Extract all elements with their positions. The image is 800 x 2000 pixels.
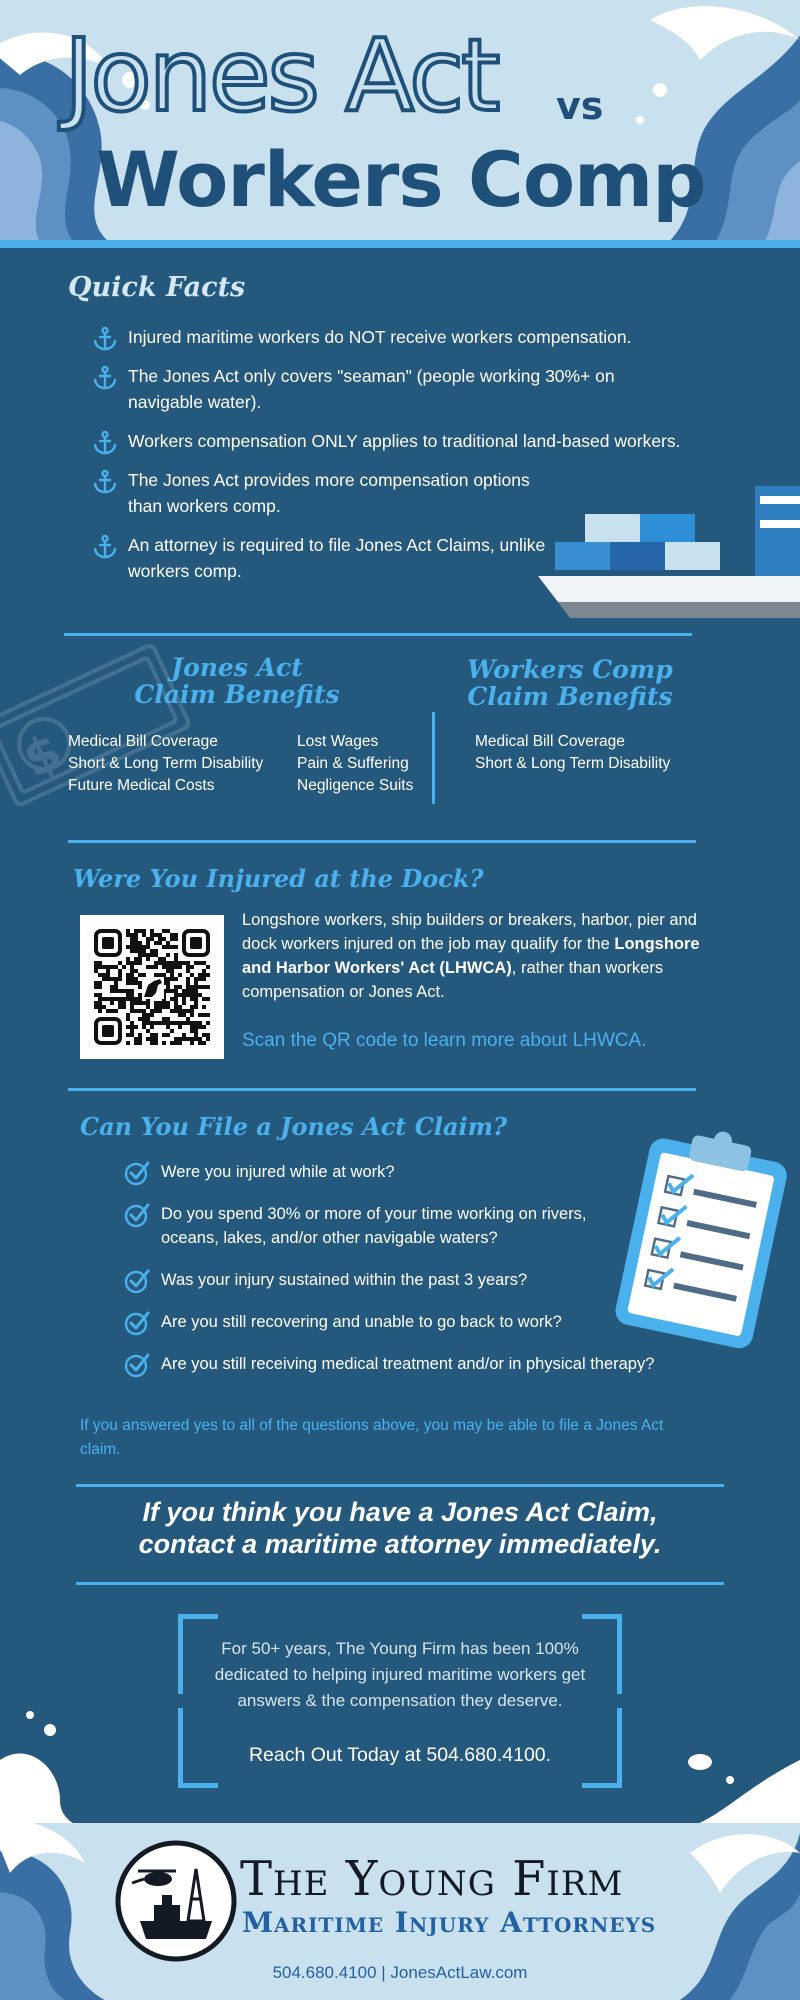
benefit-item: Medical Bill Coverage	[68, 733, 218, 750]
dock-text-before: Longshore workers, ship builders or breakers, harbor, pier and dock workers injured on the job may qualify for the	[242, 911, 697, 953]
callout-line2: contact a maritime attorney immediately.	[138, 1529, 662, 1559]
header-stripe	[0, 240, 800, 248]
firm-tagline: Maritime Injury Attorneys	[242, 1906, 657, 1939]
jones-benefits-col1	[68, 731, 263, 797]
title-jones-act: Jones Act	[64, 17, 498, 134]
qr-cta: Scan the QR code to learn more about LHWCA.	[242, 1030, 647, 1051]
fact-text: An attorney is required to file Jones Act Claims, unlike workers comp.	[128, 535, 546, 581]
anchor-icon	[92, 534, 118, 560]
check-icon	[124, 1160, 150, 1186]
qr-code[interactable]	[80, 915, 224, 1059]
footer-contact[interactable]: 504.680.4100 | JonesActLaw.com	[272, 1963, 528, 1982]
anchor-icon	[92, 326, 118, 352]
benefit-item: Pain & Suffering	[297, 755, 409, 772]
svg-text:$: $	[14, 722, 71, 790]
title-workers-comp: Workers Comp	[96, 135, 706, 224]
fact-text: Injured maritime workers do NOT receive workers compensation.	[128, 327, 632, 347]
question-text: Were you injured while at work?	[161, 1163, 395, 1181]
section-divider	[68, 1088, 696, 1091]
fact-text: The Jones Act provides more compensation options than workers comp.	[128, 470, 530, 516]
jones-benefits-col2	[297, 731, 413, 797]
fact-text: Workers compensation ONLY applies to traditional land-based workers.	[128, 431, 681, 451]
check-icon	[124, 1352, 150, 1378]
benefit-item: Short & Long Term Disability	[68, 755, 264, 772]
question-text: Are you still recovering and unable to go back to work?	[161, 1313, 562, 1331]
title-vs: vs	[556, 84, 604, 128]
wave-bottom-left-icon	[0, 1700, 120, 1830]
question-item	[124, 1268, 604, 1292]
benefit-item: Medical Bill Coverage	[475, 733, 625, 750]
dock-description	[242, 908, 702, 1004]
section-divider	[64, 633, 692, 636]
firm-name: The Young Firm	[240, 1851, 624, 1907]
jones-benefits-heading-line2: Claim Benefits	[134, 680, 340, 709]
callout-line1: If you think you have a Jones Act Claim,	[142, 1497, 658, 1527]
header	[0, 0, 800, 243]
dock-text-after: , rather than workers compensation or Jones Act.	[242, 959, 664, 1001]
check-icon	[124, 1202, 150, 1228]
quick-facts-heading: Quick Facts	[68, 272, 246, 303]
anchor-icon	[92, 430, 118, 456]
ship-icon	[530, 480, 800, 620]
jones-benefits-heading-line1: Jones Act	[171, 653, 303, 682]
comp-benefits-col	[475, 731, 670, 775]
question-item	[124, 1160, 604, 1184]
lhwca-name: Longshore and Harbor Workers' Act (LHWCA)	[242, 935, 700, 977]
benefits-vertical-divider	[432, 712, 435, 804]
anchor-icon	[92, 469, 118, 495]
comp-benefits-heading-line1: Workers Comp	[467, 655, 673, 684]
question-text: Do you spend 30% or more of your time working on rivers, oceans, lakes, and/or other navigable waters?	[161, 1205, 587, 1247]
footer	[0, 1823, 800, 2000]
jones-benefits-heading	[92, 654, 382, 708]
question-text: Are you still receiving medical treatment and/or in physical therapy?	[161, 1355, 655, 1373]
benefit-item: Negligence Suits	[297, 777, 414, 794]
wave-bottom-right-icon	[660, 1740, 800, 1830]
eligibility-note: If you answered yes to all of the questions above, you may be able to file a Jones Act claim.	[80, 1417, 664, 1458]
benefit-item: Future Medical Costs	[68, 777, 215, 794]
question-item	[124, 1310, 624, 1334]
dock-heading: Were You Injured at the Dock?	[73, 864, 484, 893]
benefit-item: Lost Wages	[297, 733, 379, 750]
callout	[76, 1496, 724, 1560]
qr-code-pattern	[80, 915, 224, 1059]
question-item	[124, 1352, 704, 1376]
check-icon	[124, 1310, 150, 1336]
comp-benefits-heading	[440, 656, 700, 710]
fact-item	[92, 428, 692, 454]
comp-benefits-heading-line2: Claim Benefits	[467, 682, 673, 711]
fact-text: The Jones Act only covers "seaman" (people working 30%+ on navigable water).	[128, 366, 615, 412]
benefit-item: Short & Long Term Disability	[475, 755, 671, 772]
clipboard-icon	[610, 1128, 790, 1350]
fact-item	[92, 467, 562, 519]
firm-logo	[114, 1839, 238, 1963]
section-divider	[76, 1582, 724, 1585]
firm-blurb: For 50+ years, The Young Firm has been 100% dedicated to helping injured maritime workers get answers & the compensation they deserve.	[214, 1639, 586, 1710]
claim-heading: Can You File a Jones Act Claim?	[80, 1112, 508, 1141]
check-icon	[124, 1268, 150, 1294]
fact-item	[92, 324, 692, 350]
question-item	[124, 1202, 624, 1250]
section-divider	[76, 1484, 724, 1487]
fact-item	[92, 363, 692, 415]
section-divider	[68, 840, 696, 843]
question-text: Was your injury sustained within the past 3 years?	[161, 1271, 528, 1289]
firm-info-box	[178, 1614, 622, 1788]
anchor-icon	[92, 365, 118, 391]
reach-out-phone[interactable]: Reach Out Today at 504.680.4100.	[248, 1744, 552, 1766]
fact-item	[92, 532, 562, 584]
